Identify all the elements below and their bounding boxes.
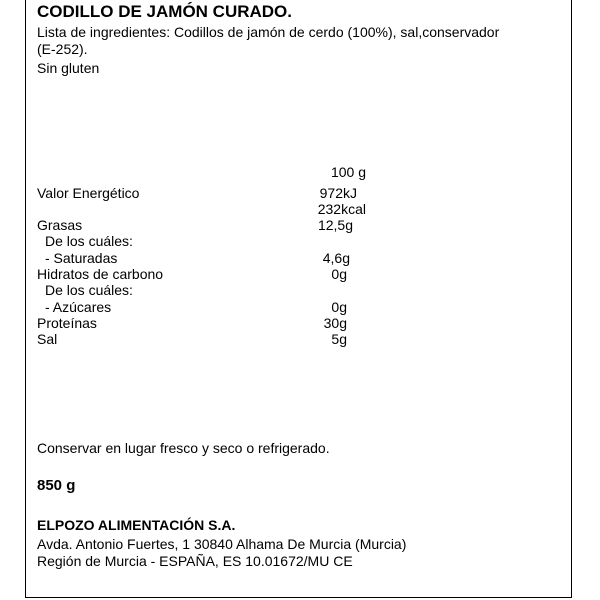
gluten-free-note: Sin gluten xyxy=(37,60,100,76)
net-weight: 850 g xyxy=(37,477,76,494)
company-address-line-1: Avda. Antonio Fuertes, 1 30840 Alhama De Murcia (Murcia) xyxy=(37,536,407,552)
nutrition-label-protein: Proteínas xyxy=(37,315,97,331)
nutrition-label-energy: Valor Energético xyxy=(37,185,140,201)
nutrition-value-salt: 5g xyxy=(331,331,347,347)
nutrition-label-carbohydrates: Hidratos de carbono xyxy=(37,266,164,282)
nutrition-label-sugars: - Azúcares xyxy=(45,299,112,315)
company-address-line-2: Región de Murcia - ESPAÑA, ES 10.01672/MU CE xyxy=(37,553,353,569)
nutrition-value-sugars: 0g xyxy=(331,299,347,315)
nutrition-label-fat: Grasas xyxy=(37,217,83,233)
nutrition-value-protein: 30g xyxy=(323,315,347,331)
nutrition-label-fat-of-which: De los cuáles: xyxy=(45,233,133,249)
nutrition-value-saturated: 4,6g xyxy=(322,250,350,266)
storage-instructions: Conservar en lugar fresco y seco o refrigerado. xyxy=(37,440,330,456)
nutrition-label-salt: Sal xyxy=(37,331,58,347)
nutrition-value-carbohydrates: 0g xyxy=(331,266,347,282)
company-name: ELPOZO ALIMENTACIÓN S.A. xyxy=(37,517,236,533)
nutrition-value-energy-kj: 972kJ xyxy=(319,185,357,201)
nutrition-header: 100 g xyxy=(330,164,366,180)
nutrition-label-saturated: - Saturadas xyxy=(45,250,118,266)
nutrition-value-energy-kcal: 232kcal xyxy=(317,201,366,217)
nutrition-value-fat: 12,5g xyxy=(317,217,353,233)
ingredients-line-2: (E-252). xyxy=(37,41,88,57)
product-title: CODILLO DE JAMÓN CURADO. xyxy=(37,2,292,21)
ingredients-line-1: Lista de ingredientes: Codillos de jamón de cerdo (100%), sal,conservador xyxy=(37,24,500,40)
nutrition-label-carbs-of-which: De los cuáles: xyxy=(45,282,133,298)
